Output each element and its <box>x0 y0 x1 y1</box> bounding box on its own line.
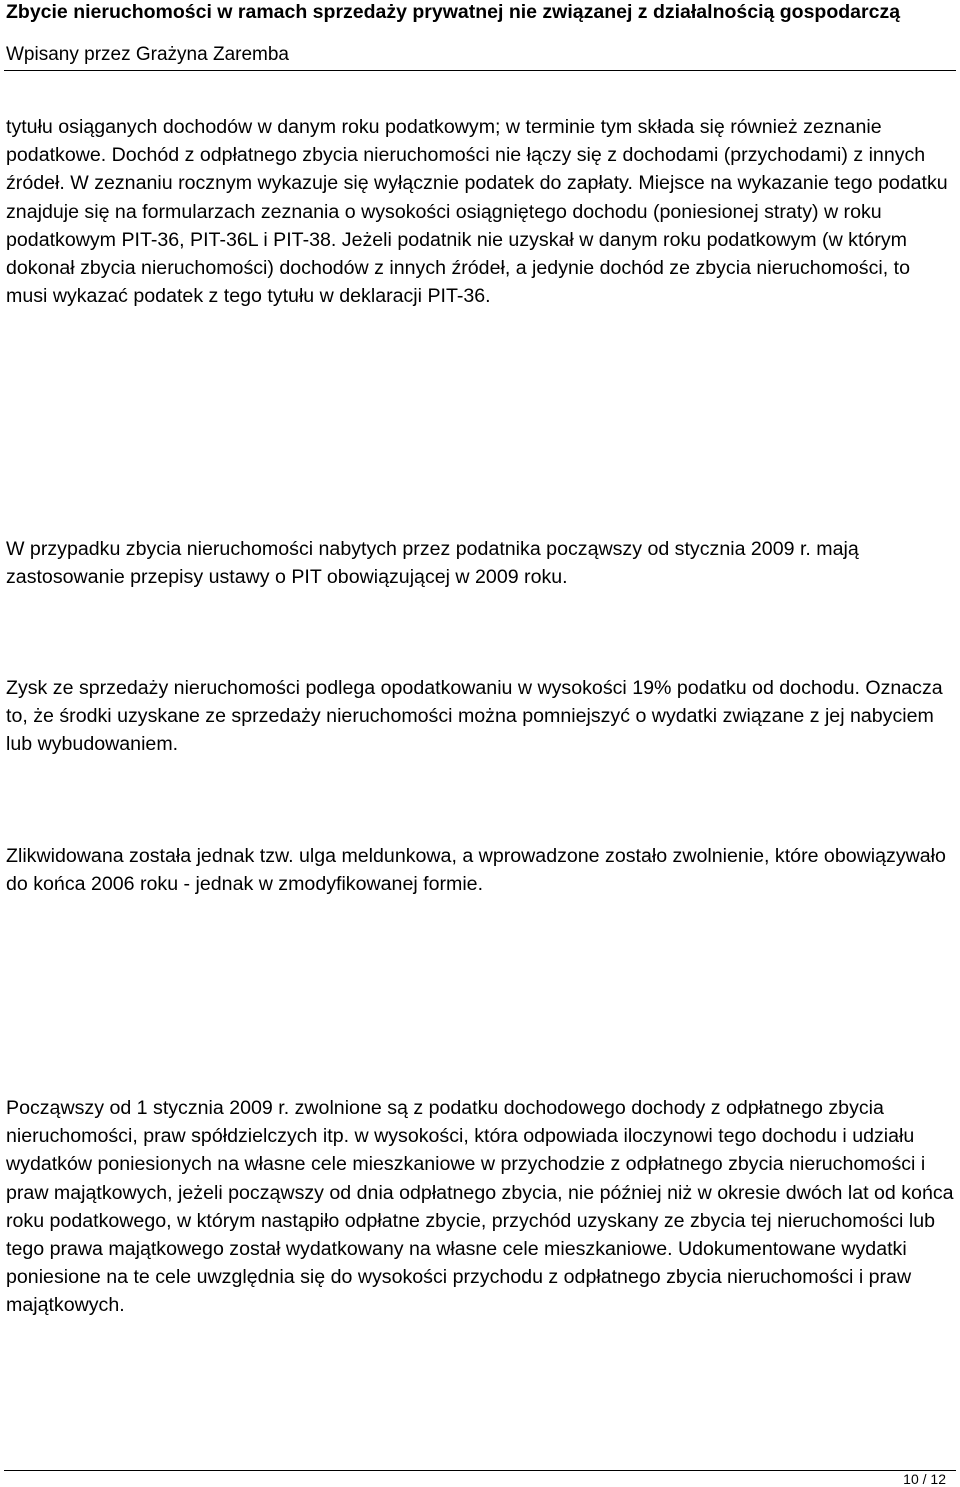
paragraph-2: W przypadku zbycia nieruchomości nabytych przez podatnika począwszy od stycznia 2009 r. mają zastosowanie przepisy ustawy o PIT obowiązującej w 2009 roku. <box>6 538 859 589</box>
paragraph-3: Zysk ze sprzedaży nieruchomości podlega opodatkowaniu w wysokości 19% podatku od dochodu. Oznacza to, że środki uzyskane ze sprzedaży nieruchomości można pomniejszyć o wydatki związane z jej nabyciem lub wybudowaniem. <box>6 677 943 756</box>
header-divider <box>4 70 956 71</box>
author-line: Wpisany przez Grażyna Zaremba <box>6 44 289 65</box>
paragraph-4: Zlikwidowana została jednak tzw. ulga meldunkowa, a wprowadzone zostało zwolnienie, które obowiązywało do końca 2006 roku - jednak w zmodyfikowanej formie. <box>6 845 946 896</box>
paragraph-1: tytułu osiąganych dochodów w danym roku podatkowym; w terminie tym składa się również zeznanie podatkowe. Dochód z odpłatnego zbycia nieruchomości nie łączy się z dochodami (przychodami) z innych źródeł. W zeznaniu rocznym wykazuje się wyłącznie podatek do zapłaty. Miejsce na wykazanie tego podatku znajduje się na formularzach zeznania o wysokości osiągniętego dochodu (poniesionej straty) w roku podatkowym PIT-36, PIT-36L i PIT-38. Jeżeli podatnik nie uzyskał w danym roku podatkowym (w którym dokonał zbycia nieruchomości) dochodów z innych źródeł, a jedynie dochód ze zbycia nieruchomości, to musi wykazać podatek z tego tytułu w deklaracji PIT-36. <box>6 116 948 308</box>
document-title: Zbycie nieruchomości w ramach sprzedaży prywatnej nie związanej z działalnością gospodarczą <box>6 1 901 23</box>
page-header <box>6 0 956 67</box>
footer-divider <box>4 1470 956 1471</box>
paragraph-5: Począwszy od 1 stycznia 2009 r. zwolnione są z podatku dochodowego dochody z odpłatnego zbycia nieruchomości, praw spółdzielczych itp. w wysokości, która odpowiada iloczynowi tego dochodu i udziału wydatków poniesionych na własne cele mieszkaniowe w przychodzie z odpłatnego zbycia nieruchomości i praw majątkowych, jeżeli począwszy od dnia odpłatnego zbycia, nie później niż w okresie dwóch lat od końca roku podatkowego, w którym nastąpiło odpłatne zbycie, przychód uzyskany ze zbycia tej nieruchomości lub tego prawa majątkowego został wydatkowany na własne cele mieszkaniowe. Udokumentowane wydatki poniesione na te cele uwzględnia się do wysokości przychodu z odpłatnego zbycia nieruchomości i praw majątkowych. <box>6 1097 954 1317</box>
page-number: 10 / 12 <box>903 1471 946 1487</box>
